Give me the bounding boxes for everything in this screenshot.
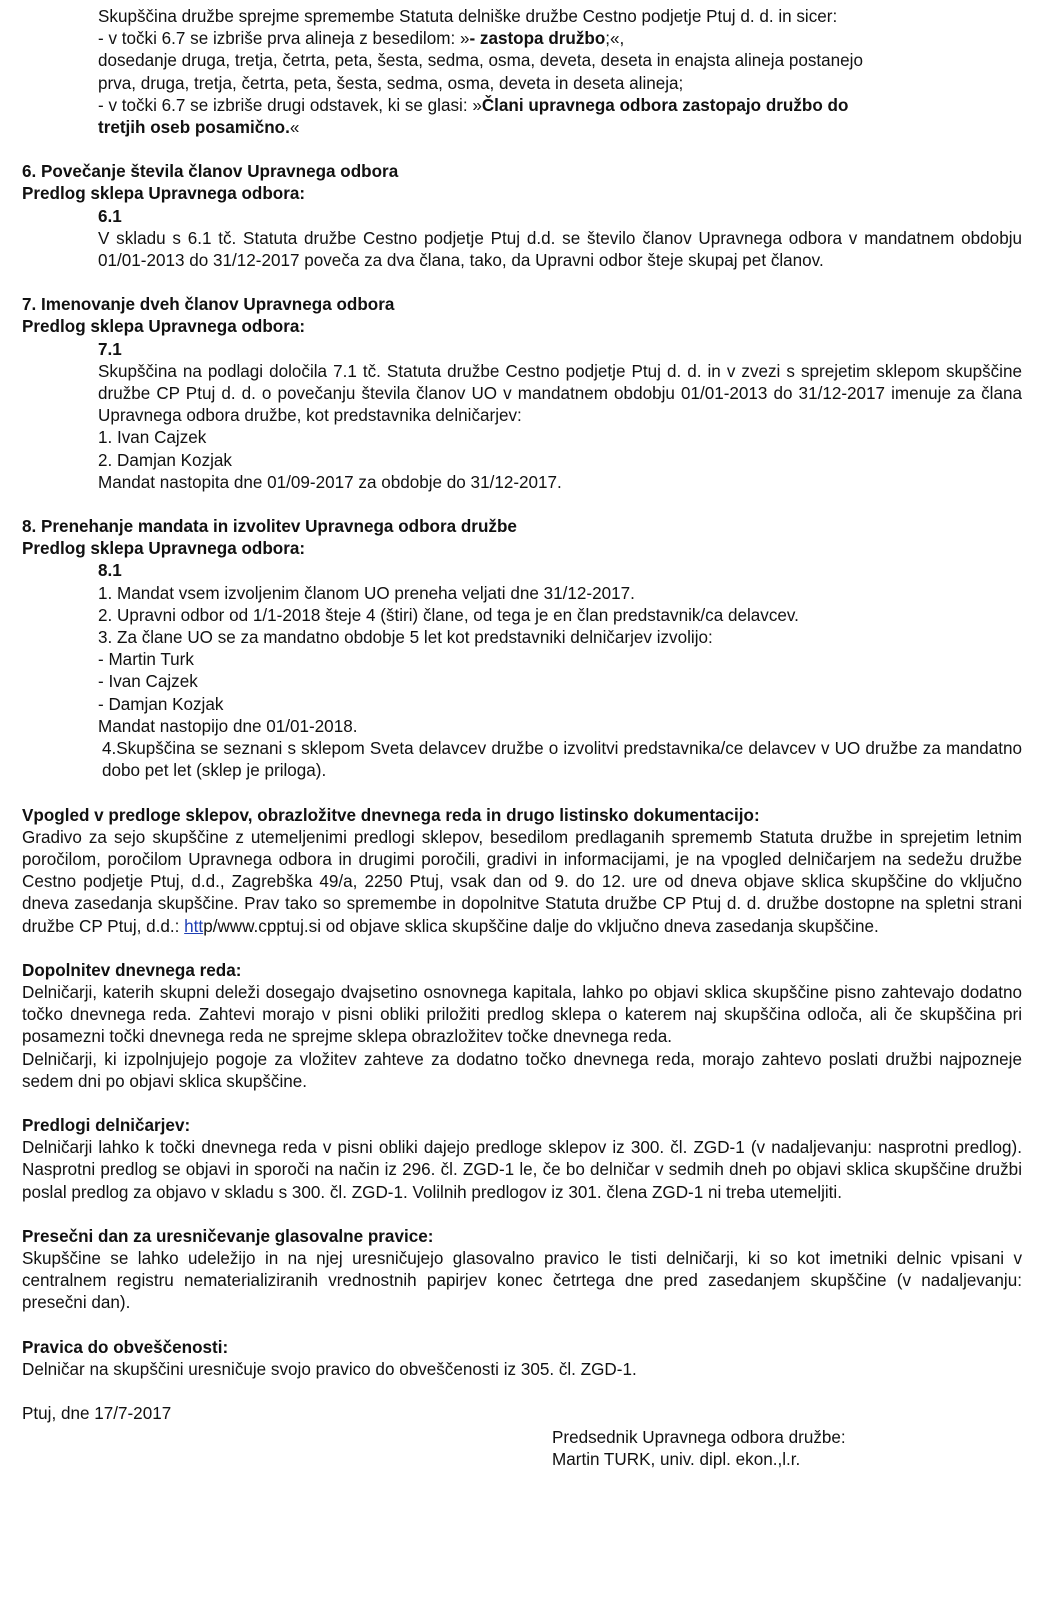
amendment-line-4-text: - v točki 6.7 se izbriše drugi odstavek, ki se glasi: » <box>98 95 482 115</box>
amendment-line-4-bold: Člani upravnega odbora zastopajo družbo do <box>481 95 849 115</box>
section-7-heading: 7. Imenovanje dveh članov Upravnega odbora <box>22 295 395 315</box>
amendment-line-4 <box>98 95 1022 117</box>
website-link[interactable]: htt <box>184 916 204 936</box>
amendment-intro: Skupščina družbe sprejme spremembe Statuta delniške družbe Cestno podjetje Ptuj d. d. in sicer: <box>98 7 838 26</box>
amendment-line-3: prva, druga, tretja, četrta, peta, šesta, sedma, osma, deveta in deseta alineja; <box>98 73 684 93</box>
amendment-line-1-text: - v točki 6.7 se izbriše prva alineja z besedilom: » <box>98 29 470 49</box>
amendment-line-1 <box>98 28 1022 50</box>
section-6-number: 6.1 <box>98 206 122 226</box>
section-8-name-3: - Damjan Kozjak <box>98 694 224 714</box>
place-date: Ptuj, dne 17/7-2017 <box>22 1403 172 1423</box>
section-7-number: 7.1 <box>98 339 122 359</box>
predlogi-heading: Predlogi delničarjev: <box>22 1115 191 1135</box>
section-8-point-4: 4.Skupščina se seznani s sklepom Sveta delavcev družbe o izvolitvi predstavnika/ce delavcev v UO družbe za mandatno dobo pet let (sklep je priloga). <box>102 739 1022 781</box>
section-6-text: V skladu s 6.1 tč. Statuta družbe Cestno podjetje Ptuj d.d. se število članov Upravnega odbora v mandatnem obdobju 01/01-2013 do 31/12-2017 poveča za dva člana, tako, da Upravni odbor šteje skupaj pet članov. <box>98 228 1022 271</box>
amendment-line-1-end: ;«, <box>605 29 625 49</box>
amendment-line-2: dosedanje druga, tretja, četrta, peta, šesta, sedma, osma, deveta, deseta in enajsta alineja postanejo <box>98 51 863 71</box>
amendment-line-5 <box>98 117 1022 139</box>
vpogled-text <box>22 827 1022 938</box>
amendment-line-1-bold: - zastopa družbo <box>469 29 606 49</box>
signature-name: Martin TURK, univ. dipl. ekon.,l.r. <box>552 1450 801 1470</box>
presecni-text: Skupščine se lahko udeležijo in na njej uresničujejo glasovalno pravico le tisti delničarji, ki so kot imetniki delnic vpisani v centralnem registru nematerializiranih vrednostnih papirjev konec četrtega dne pred zasedanjem skupščine (v nadaljevanju: presečni dan). <box>22 1248 1022 1313</box>
section-6-heading: 6. Povečanje števila članov Upravnega odbora <box>22 162 399 182</box>
section-6-subheading: Predlog sklepa Upravnega odbora: <box>22 184 306 204</box>
amendment-line-5-end: « <box>289 118 300 138</box>
section-8-point-2: 2. Upravni odbor od 1/1-2018 šteje 4 (štiri) člane, od tega je en član predstavnik/ca delavcev. <box>98 605 799 625</box>
amendment-line-5-bold: tretjih oseb posamično. <box>98 118 290 138</box>
section-8-heading: 8. Prenehanje mandata in izvolitev Upravnega odbora družbe <box>22 517 517 537</box>
section-8-name-1: - Martin Turk <box>98 650 194 670</box>
section-8-point-1: 1. Mandat vsem izvoljenim članom UO preneha veljati dne 31/12-2017. <box>98 583 635 603</box>
presecni-heading: Presečni dan za uresničevanje glasovalne pravice: <box>22 1226 434 1246</box>
statute-amendment-block <box>98 6 1022 139</box>
section-8-subheading: Predlog sklepa Upravnega odbora: <box>22 539 306 559</box>
section-7-mandate: Mandat nastopita dne 01/09-2017 za obdobje do 31/12-2017. <box>98 472 562 492</box>
dopolnitev-paragraph-1: Delničarji, katerih skupni deleži dosegajo dvajsetino osnovnega kapitala, lahko po objavi sklica skupščine pisno zahtevajo dodatno točko dnevnega reda. Zahtevi morajo v pisni obliki priložiti predlog sklepa o katerem naj skupščina odloča, ali če skupščina pri posamezni točki dnevnega reda ne sprejme sklepa obrazložitev točke dnevnega reda. <box>22 982 1022 1047</box>
pravica-text: Delničar na skupščini uresničuje svojo pravico do obveščenosti iz 305. čl. ZGD-1. <box>22 1359 637 1379</box>
predlogi-text: Delničarji lahko k točki dnevnega reda v pisni obliki dajejo predloge sklepov iz 300. čl. ZGD-1 (v nadaljevanju: nasprotni predlog). Nasprotni predlog se objavi in sporoči na način iz 296. čl. ZGD-1 le, če bo delničar v sedmih dneh po objavi sklica skupščine družbi poslal predlog za objavo v skladu s 300. čl. ZGD-1. Volilnih predlogov iz 301. člena ZGD-1 ni treba utemeljiti. <box>22 1138 1022 1202</box>
section-7-text: Skupščina na podlagi določila 7.1 tč. Statuta družbe Cestno podjetje Ptuj d. d. in v zvezi s sprejetim sklepom skupščine družbe CP Ptuj d. d. o povečanju števila članov UO v mandatnem obdobju 01/01-2013 do 31/12-2017 imenuje za člana Upravnega odbora družbe, kot predstavnika delničarjev: <box>98 361 1022 426</box>
section-8-mandate: Mandat nastopijo dne 01/01-2018. <box>98 716 358 736</box>
dopolnitev-paragraph-2: Delničarji, ki izpolnjujejo pogoje za vložitev zahteve za dodatno točko dnevnega reda, morajo zahtevo poslati družbi najpozneje sedem dni po objavi sklica skupščine. <box>22 1049 1022 1091</box>
vpogled-heading: Vpogled v predloge sklepov, obrazložitve dnevnega reda in drugo listinsko dokumentacijo: <box>22 805 760 825</box>
dopolnitev-heading: Dopolnitev dnevnega reda: <box>22 960 242 980</box>
section-7-name-2: 2. Damjan Kozjak <box>98 450 232 470</box>
signature-block <box>552 1427 846 1471</box>
pravica-heading: Pravica do obveščenosti: <box>22 1337 229 1357</box>
section-7-name-1: 1. Ivan Cajzek <box>98 428 207 448</box>
section-8-point-3: 3. Za člane UO se za mandatno obdobje 5 let kot predstavniki delničarjev izvolijo: <box>98 628 713 648</box>
vpogled-text-end: p/www.cpptuj.si od objave sklica skupščine dalje do vključno dneva zasedanja skupščine. <box>203 916 879 936</box>
signature-title: Predsednik Upravnega odbora družbe: <box>552 1428 846 1448</box>
section-7-subheading: Predlog sklepa Upravnega odbora: <box>22 317 306 337</box>
vpogled-text-main: Gradivo za sejo skupščine z utemeljenimi predlogi sklepov, besedilom predlaganih sprememb Statuta družbe in sprejetim letnim poročilom, poročilom Upravnega odbora in drugimi poročili, gradivi in informacijami, je na vpogled delničarjem na sedežu družbe Cestno podjetje Ptuj, d.d., Zagrebška 49/a, 2250 Ptuj, vsak dan od 9. do 12. ure od dneva objave sklica skupščine do vključno dneva zasedanja skupščine. Prav tako so spremembe in dopolnitve Statuta družbe CP Ptuj d. d. družbe dostopne na spletni strani družbe CP Ptuj, d.d.: <box>22 827 1022 936</box>
section-8-number: 8.1 <box>98 561 122 581</box>
document <box>22 6 1022 1485</box>
section-8-name-2: - Ivan Cajzek <box>98 672 198 692</box>
